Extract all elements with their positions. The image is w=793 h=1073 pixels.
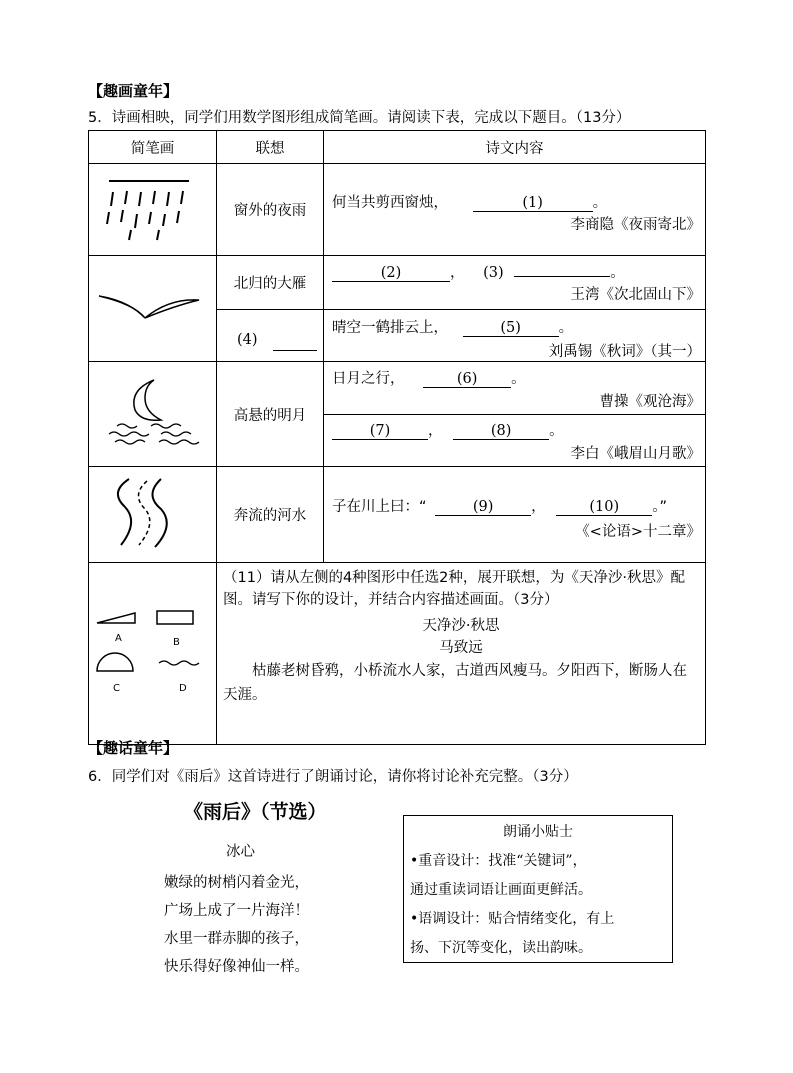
tips-line: •重音设计：找准“关键词”，: [410, 853, 587, 869]
shapes-cell: [89, 563, 217, 745]
poem-content-cell: [324, 256, 706, 310]
question-11-prompt: （11）请从左侧的4种图形中任选2种，展开联想，为《天净沙·秋思》配图。请写下你的设计，并结合内容描述画面。（3分）: [223, 570, 686, 608]
punct: 。”: [652, 499, 667, 515]
answer-blank-10[interactable]: (10): [556, 499, 652, 516]
goose-sketch-cell: [89, 256, 217, 362]
answer-blank-5[interactable]: (5): [463, 320, 559, 337]
answer-blank-7[interactable]: (7): [332, 423, 428, 440]
table-row: [89, 164, 706, 256]
river-sketch-icon: [89, 467, 217, 558]
answer-blank-3[interactable]: [514, 276, 610, 277]
punct: 。: [511, 370, 526, 387]
header-sketch: 简笔画: [89, 131, 217, 164]
table-row: [89, 362, 706, 415]
table-header-row: [89, 131, 706, 164]
blank-label-3: (3): [483, 264, 504, 281]
poem-source: 《<论语>十二章》: [575, 524, 701, 540]
poem-content-cell: [324, 362, 706, 415]
poem2-line: 快乐得好像神仙一样。: [164, 959, 309, 975]
answer-blank-1[interactable]: (1): [473, 195, 593, 212]
table-row: [89, 467, 706, 563]
poem2-line: 水里一群赤脚的孩子，: [164, 931, 309, 947]
table-row: [89, 256, 706, 310]
association-blank-cell: [217, 309, 324, 362]
question-5-prompt: 5．诗画相映，同学们用数学图形组成简笔画。请阅读下表，完成以下题目。（13分）: [88, 110, 631, 126]
punct: 。: [549, 423, 564, 440]
rain-sketch-icon: [89, 164, 217, 251]
punct: 。: [592, 195, 608, 211]
tips-title: 朗诵小贴士: [503, 824, 573, 840]
table-row: [89, 563, 706, 745]
poem-line: 晴空一鹤排云上，: [332, 320, 448, 337]
moon-waves-sketch-icon: [89, 362, 217, 462]
header-association: 联想: [217, 131, 324, 164]
poem-author: 马致远: [439, 640, 483, 656]
tips-line: 通过重读词语让画面更鲜活。: [410, 882, 592, 898]
shape-label-d: D: [179, 683, 187, 694]
poem-source: 王湾《次北固山下》: [570, 286, 701, 303]
poem2-line: 广场上成了一片海洋！: [164, 903, 309, 919]
section-title-drawing: 【趣画童年】: [88, 82, 179, 100]
punct: 。: [558, 320, 574, 337]
section-title-talk: 【趣话童年】: [88, 739, 179, 757]
goose-sketch-icon: [89, 256, 217, 357]
answer-blank-6[interactable]: (6): [423, 371, 511, 388]
association-river: 奔流的河水: [217, 467, 324, 563]
poem2-title: 《雨后》（节选）: [184, 801, 327, 823]
river-sketch-cell: [89, 467, 217, 563]
punct: 。: [610, 264, 625, 281]
shape-label-c: C: [113, 683, 120, 694]
tips-line: •语调设计：贴合情绪变化，有上: [410, 911, 615, 927]
question-6-prompt: 6．同学们对《雨后》这首诗进行了朗诵讨论，请你将讨论补充完整。（3分）: [88, 769, 578, 785]
poem2-line: 嫩绿的树梢闪着金光，: [164, 875, 309, 891]
moon-sketch-cell: [89, 362, 217, 467]
poem-body: 枯藤老树昏鸦，小桥流水人家，古道西风瘦马。夕阳西下，断肠人在天涯。: [223, 663, 687, 703]
answer-blank-9[interactable]: (9): [435, 499, 531, 516]
header-poem-content: 诗文内容: [324, 131, 706, 164]
poem-content-cell: [324, 414, 706, 467]
tips-line: 扬、下沉等变化，读出韵味。: [410, 940, 592, 956]
poem-content-cell: [324, 309, 706, 362]
punct: ，: [531, 499, 546, 515]
poem-source: 李白《峨眉山月歌》: [570, 446, 701, 463]
poem-line: 何当共剪西窗烛，: [332, 195, 448, 211]
association-moon: 高悬的明月: [217, 362, 324, 467]
basic-shapes-icon: [89, 563, 217, 744]
poem-line: 子在川上曰：“: [332, 499, 427, 515]
poem-line: 日月之行，: [332, 370, 405, 387]
poem2-author: 冰心: [226, 844, 255, 860]
poem-table: [88, 130, 706, 745]
punct: ，: [428, 423, 443, 440]
question-11-cell: [217, 563, 706, 745]
poem-source: 李商隐《夜雨寄北》: [570, 217, 701, 233]
association-night-rain: 窗外的夜雨: [217, 164, 324, 256]
poem-content-cell: [324, 164, 706, 256]
poem-title: 天净沙·秋思: [422, 618, 500, 634]
recitation-tips-box: [403, 815, 673, 963]
poem-source: 曹操《观沧海》: [599, 393, 701, 410]
shape-label-b: B: [173, 637, 180, 648]
poem-content-cell: [324, 467, 706, 563]
answer-blank-8[interactable]: (8): [453, 423, 549, 440]
association-goose: 北归的大雁: [217, 256, 324, 310]
poem2-body: [164, 869, 309, 981]
blank-label-4: (4): [237, 332, 258, 349]
rain-sketch-cell: [89, 164, 217, 256]
shape-label-a: A: [115, 633, 122, 644]
poem-source: 刘禹锡《秋词》（其一）: [548, 344, 701, 361]
answer-blank-2[interactable]: (2): [332, 265, 450, 282]
punct: ，: [450, 264, 465, 281]
answer-blank-4[interactable]: [273, 334, 317, 351]
